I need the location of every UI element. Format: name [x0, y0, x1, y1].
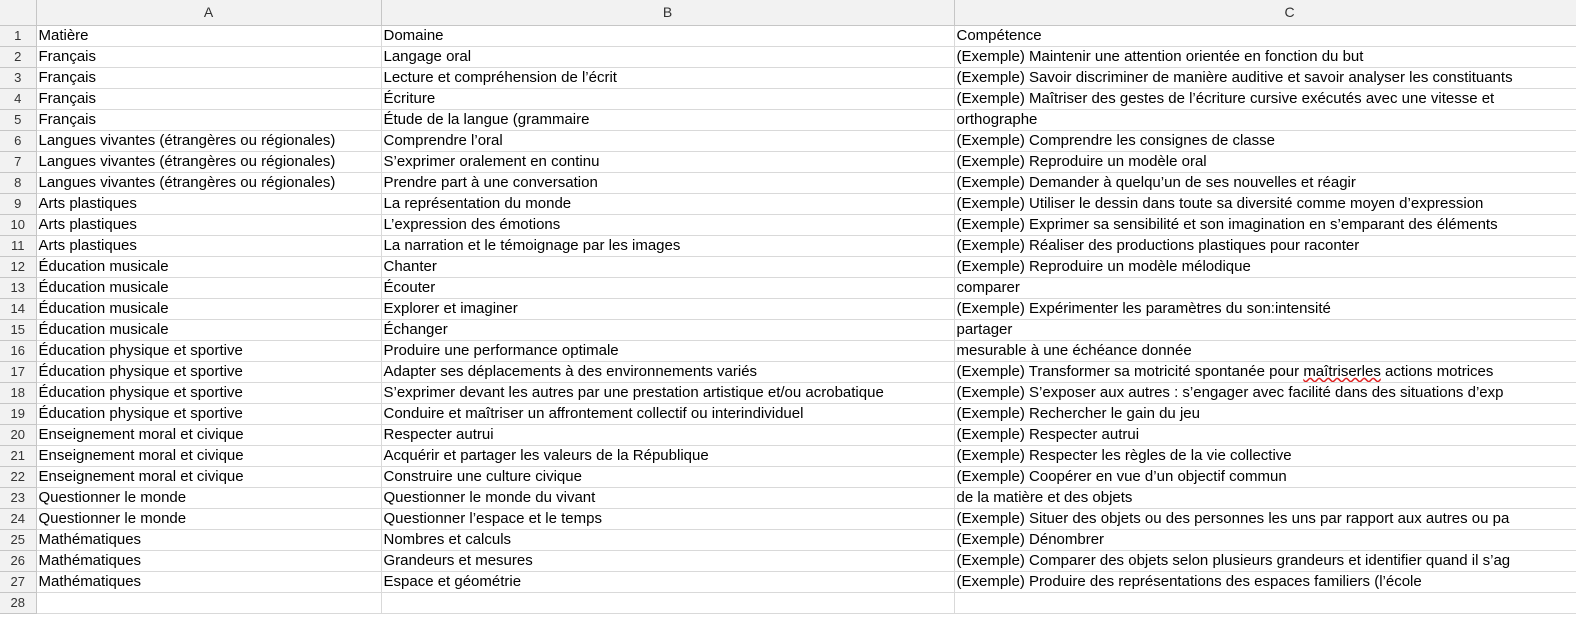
cell-c[interactable]: (Exemple) Respecter les règles de la vie collective — [954, 446, 1576, 467]
cell-c[interactable]: (Exemple) Respecter autrui — [954, 425, 1576, 446]
cell-b[interactable]: Comprendre l’oral — [381, 131, 954, 152]
cell-b[interactable]: Respecter autrui — [381, 425, 954, 446]
row-header[interactable]: 6 — [0, 131, 36, 152]
row-header[interactable]: 4 — [0, 89, 36, 110]
cell-c[interactable]: (Exemple) Comparer des objets selon plusieurs grandeurs et identifier quand il s’ag — [954, 551, 1576, 572]
cell-a[interactable] — [36, 593, 381, 614]
cell-c[interactable]: (Exemple) Savoir discriminer de manière auditive et savoir analyser les constituants — [954, 68, 1576, 89]
cell-a[interactable]: Éducation musicale — [36, 278, 381, 299]
select-all-corner[interactable] — [0, 0, 36, 26]
cell-a[interactable]: Enseignement moral et civique — [36, 425, 381, 446]
cell-a[interactable]: Éducation musicale — [36, 320, 381, 341]
cell-b[interactable]: La narration et le témoignage par les images — [381, 236, 954, 257]
cell-c[interactable]: mesurable à une échéance donnée — [954, 341, 1576, 362]
cell-b[interactable] — [381, 593, 954, 614]
cell-c[interactable] — [954, 593, 1576, 614]
row-header[interactable]: 19 — [0, 404, 36, 425]
cell-b[interactable]: Acquérir et partager les valeurs de la République — [381, 446, 954, 467]
row-header[interactable]: 23 — [0, 488, 36, 509]
table-row — [0, 173, 1576, 194]
table-row — [0, 194, 1576, 215]
cell-b[interactable]: Chanter — [381, 257, 954, 278]
cell-b[interactable]: Domaine — [381, 26, 954, 47]
cell-c[interactable]: (Exemple) Reproduire un modèle oral — [954, 152, 1576, 173]
cell-b[interactable]: Questionner l’espace et le temps — [381, 509, 954, 530]
cell-a[interactable]: Arts plastiques — [36, 194, 381, 215]
cell-b[interactable]: Étude de la langue (grammaire — [381, 110, 954, 131]
table-row — [0, 509, 1576, 530]
cell-c[interactable]: (Exemple) S’exposer aux autres : s’engager avec facilité dans des situations d’exp — [954, 383, 1576, 404]
cell-a[interactable]: Éducation physique et sportive — [36, 383, 381, 404]
cell-b[interactable]: Prendre part à une conversation — [381, 173, 954, 194]
grid-body — [0, 26, 1576, 614]
cell-b[interactable]: Conduire et maîtriser un affrontement collectif ou interindividuel — [381, 404, 954, 425]
cell-b[interactable]: Questionner le monde du vivant — [381, 488, 954, 509]
cell-c[interactable]: (Exemple) Produire des représentations des espaces familiers (l’école — [954, 572, 1576, 593]
cell-c[interactable]: de la matière et des objets — [954, 488, 1576, 509]
row-header[interactable]: 20 — [0, 425, 36, 446]
cell-c[interactable]: (Exemple) Expérimenter les paramètres du son:intensité — [954, 299, 1576, 320]
cell-c[interactable]: (Exemple) Coopérer en vue d’un objectif commun — [954, 467, 1576, 488]
table-row — [0, 467, 1576, 488]
row-header[interactable]: 25 — [0, 530, 36, 551]
cell-text-part: (Exemple) Transformer sa motricité spontanée pour — [956, 363, 1304, 380]
cell-c[interactable]: (Exemple) Réaliser des productions plastiques pour raconter — [954, 236, 1576, 257]
cell-a[interactable]: Mathématiques — [36, 551, 381, 572]
cell-b[interactable]: Produire une performance optimale — [381, 341, 954, 362]
table-row — [0, 47, 1576, 68]
table-row — [0, 425, 1576, 446]
cell-c[interactable]: (Exemple) Maîtriser des gestes de l’écriture cursive exécutés avec une vitesse et — [954, 89, 1576, 110]
cell-b[interactable]: S’exprimer devant les autres par une prestation artistique et/ou acrobatique — [381, 383, 954, 404]
cell-c[interactable]: (Exemple) Demander à quelqu’un de ses nouvelles et réagir — [954, 173, 1576, 194]
cell-c[interactable]: (Exemple) Reproduire un modèle mélodique — [954, 257, 1576, 278]
cell-b[interactable]: Adapter ses déplacements à des environnements variés — [381, 362, 954, 383]
row-header[interactable]: 10 — [0, 215, 36, 236]
cell-a[interactable]: Français — [36, 68, 381, 89]
cell-b[interactable]: Grandeurs et mesures — [381, 551, 954, 572]
cell-b[interactable]: L’expression des émotions — [381, 215, 954, 236]
table-row — [0, 278, 1576, 299]
row-header[interactable]: 9 — [0, 194, 36, 215]
cell-c[interactable]: orthographe — [954, 110, 1576, 131]
cell-b[interactable]: Espace et géométrie — [381, 572, 954, 593]
cell-c[interactable]: (Exemple) Maintenir une attention orientée en fonction du but — [954, 47, 1576, 68]
cell-a[interactable]: Éducation physique et sportive — [36, 362, 381, 383]
table-row — [0, 341, 1576, 362]
cell-a[interactable]: Français — [36, 89, 381, 110]
cell-a[interactable]: Éducation physique et sportive — [36, 341, 381, 362]
table-row — [0, 299, 1576, 320]
column-header-b[interactable]: B — [381, 0, 954, 26]
cell-a[interactable]: Éducation physique et sportive — [36, 404, 381, 425]
column-header-a[interactable]: A — [36, 0, 381, 26]
table-row — [0, 551, 1576, 572]
cell-b[interactable]: Explorer et imaginer — [381, 299, 954, 320]
cell-b[interactable]: Construire une culture civique — [381, 467, 954, 488]
cell-b[interactable]: Lecture et compréhension de l’écrit — [381, 68, 954, 89]
column-header-row — [0, 0, 1576, 26]
table-row — [0, 89, 1576, 110]
row-header[interactable]: 26 — [0, 551, 36, 572]
cell-a[interactable]: Enseignement moral et civique — [36, 467, 381, 488]
cell-c[interactable]: partager — [954, 320, 1576, 341]
cell-b[interactable]: Écouter — [381, 278, 954, 299]
cell-a[interactable]: Mathématiques — [36, 572, 381, 593]
cell-b[interactable]: La représentation du monde — [381, 194, 954, 215]
cell-a[interactable]: Questionner le monde — [36, 509, 381, 530]
cell-c[interactable]: comparer — [954, 278, 1576, 299]
row-header[interactable]: 11 — [0, 236, 36, 257]
row-header[interactable]: 7 — [0, 152, 36, 173]
row-header[interactable]: 14 — [0, 299, 36, 320]
table-row — [0, 488, 1576, 509]
cell-c[interactable]: (Exemple) Exprimer sa sensibilité et son imagination en s’emparant des éléments — [954, 215, 1576, 236]
row-header[interactable]: 1 — [0, 26, 36, 47]
cell-b[interactable]: S’exprimer oralement en continu — [381, 152, 954, 173]
cell-a[interactable]: Arts plastiques — [36, 215, 381, 236]
table-row — [0, 215, 1576, 236]
cell-a[interactable]: Français — [36, 110, 381, 131]
cell-c[interactable]: (Exemple) Comprendre les consignes de classe — [954, 131, 1576, 152]
row-header[interactable]: 13 — [0, 278, 36, 299]
cell-c[interactable]: (Exemple) Utiliser le dessin dans toute sa diversité comme moyen d’expression — [954, 194, 1576, 215]
cell-b[interactable]: Nombres et calculs — [381, 530, 954, 551]
cell-b[interactable]: Langage oral — [381, 47, 954, 68]
column-header-c[interactable]: C — [954, 0, 1576, 26]
table-row — [0, 26, 1576, 47]
row-header[interactable]: 22 — [0, 467, 36, 488]
table-row — [0, 131, 1576, 152]
table-row — [0, 110, 1576, 131]
cell-a[interactable]: Enseignement moral et civique — [36, 446, 381, 467]
table-row — [0, 383, 1576, 404]
cell-text-part: actions motrices — [1380, 363, 1494, 380]
table-row — [0, 446, 1576, 467]
cell-a[interactable]: Éducation musicale — [36, 257, 381, 278]
row-header[interactable]: 21 — [0, 446, 36, 467]
row-header[interactable]: 12 — [0, 257, 36, 278]
table-row — [0, 362, 1576, 383]
table-row — [0, 572, 1576, 593]
cell-a[interactable]: Langues vivantes (étrangères ou régionales) — [36, 152, 381, 173]
cell-c[interactable] — [954, 362, 1576, 383]
table-row — [0, 152, 1576, 173]
row-header[interactable]: 28 — [0, 593, 36, 614]
cell-b[interactable]: Écriture — [381, 89, 954, 110]
table-row — [0, 593, 1576, 614]
row-header[interactable]: 17 — [0, 362, 36, 383]
table-row — [0, 236, 1576, 257]
cell-c[interactable]: (Exemple) Dénombrer — [954, 530, 1576, 551]
cell-b[interactable]: Échanger — [381, 320, 954, 341]
row-header[interactable]: 5 — [0, 110, 36, 131]
cell-a[interactable]: Arts plastiques — [36, 236, 381, 257]
cell-c[interactable]: (Exemple) Situer des objets ou des personnes les uns par rapport aux autres ou pa — [954, 509, 1576, 530]
row-header[interactable]: 3 — [0, 68, 36, 89]
table-row — [0, 320, 1576, 341]
table-row — [0, 257, 1576, 278]
cell-a[interactable]: Langues vivantes (étrangères ou régionales) — [36, 173, 381, 194]
row-header[interactable]: 2 — [0, 47, 36, 68]
row-header[interactable]: 24 — [0, 509, 36, 530]
table-row — [0, 530, 1576, 551]
cell-a[interactable]: Mathématiques — [36, 530, 381, 551]
cell-a[interactable]: Éducation musicale — [36, 299, 381, 320]
row-header[interactable]: 15 — [0, 320, 36, 341]
cell-a[interactable]: Français — [36, 47, 381, 68]
row-header[interactable]: 18 — [0, 383, 36, 404]
cell-c[interactable]: (Exemple) Rechercher le gain du jeu — [954, 404, 1576, 425]
table-row — [0, 68, 1576, 89]
cell-a[interactable]: Langues vivantes (étrangères ou régionales) — [36, 131, 381, 152]
cell-a[interactable]: Questionner le monde — [36, 488, 381, 509]
table-row — [0, 404, 1576, 425]
cell-a[interactable]: Matière — [36, 26, 381, 47]
row-header[interactable]: 16 — [0, 341, 36, 362]
spelling-error-text: maîtriserles — [1303, 363, 1381, 380]
row-header[interactable]: 8 — [0, 173, 36, 194]
cell-c[interactable]: Compétence — [954, 26, 1576, 47]
row-header[interactable]: 27 — [0, 572, 36, 593]
